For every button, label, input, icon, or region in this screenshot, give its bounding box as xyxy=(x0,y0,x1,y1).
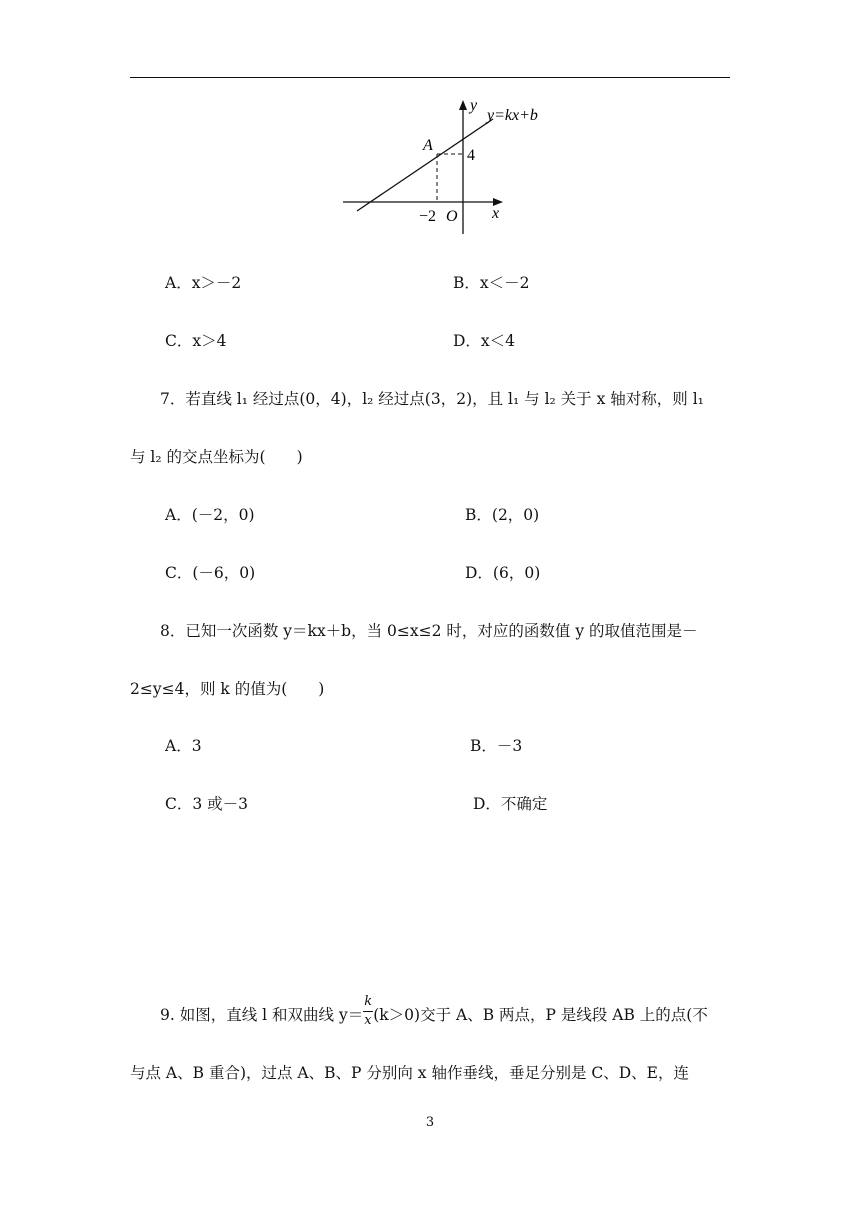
q8-stem-line2: 2≤y≤4，则 k 的值为( ) xyxy=(130,680,325,698)
q8-option-d: D．不确定 xyxy=(473,795,548,813)
q9-fraction-denominator: x xyxy=(364,1013,372,1028)
q9-fraction-numerator: k xyxy=(364,994,373,1009)
x-axis-label: x xyxy=(492,205,500,222)
function-line xyxy=(357,119,493,211)
y-axis-label: y xyxy=(470,97,478,114)
q7-stem-line1: 7．若直线 l₁ 经过点(0，4)，l₂ 经过点(3，2)，且 l₁ 与 l₂ 关于 x 轴对称，则 l₁ xyxy=(160,390,704,408)
q8-option-c: C．3 或－3 xyxy=(165,795,249,813)
q9-text-post: (k＞0)交于 A、B 两点，P 是线段 AB 上的点(不 xyxy=(373,1006,708,1024)
q9-fraction-bar xyxy=(363,1011,373,1012)
q8-stem-line1: 8．已知一次函数 y＝kx＋b，当 0≤x≤2 时，对应的函数值 y 的取值范围是－ xyxy=(160,622,698,640)
q6-option-d: D．x＜4 xyxy=(453,332,516,350)
q7-stem-line2: 与 l₂ 的交点坐标为( ) xyxy=(130,448,303,466)
x-tick-label: −2 xyxy=(419,208,437,225)
q7-option-a: A．(－2，0) xyxy=(165,506,255,524)
q6-option-a: A．x＞－2 xyxy=(165,274,242,292)
y-tick-label: 4 xyxy=(467,147,475,164)
line-label: y=kx+b xyxy=(487,107,538,124)
q7-option-d: D．(6，0) xyxy=(465,564,541,582)
q7-option-c: C．(－6，0) xyxy=(165,564,256,582)
origin-label: O xyxy=(446,208,458,225)
q8-option-b: B．－3 xyxy=(470,737,523,755)
header-rule xyxy=(130,77,730,78)
q9-text-pre: 9. 如图，直线 l 和双曲线 y＝ xyxy=(160,1006,364,1024)
point-a-label: A xyxy=(423,137,433,154)
q9-stem-line2: 与点 A、B 重合)，过点 A、B、P 分别向 x 轴作垂线，垂足分别是 C、D、E，连 xyxy=(130,1064,689,1082)
q9-stem-line1 xyxy=(160,994,708,1028)
y-axis-arrow xyxy=(459,100,467,110)
page-number: 3 xyxy=(425,1115,435,1130)
q9-fraction xyxy=(363,994,373,1028)
q6-option-b: B．x＜－2 xyxy=(453,274,530,292)
linear-function-figure xyxy=(335,92,565,242)
q7-option-b: B．(2，0) xyxy=(465,506,540,524)
q8-option-a: A．3 xyxy=(165,737,202,755)
q6-option-c: C．x＞4 xyxy=(165,332,227,350)
